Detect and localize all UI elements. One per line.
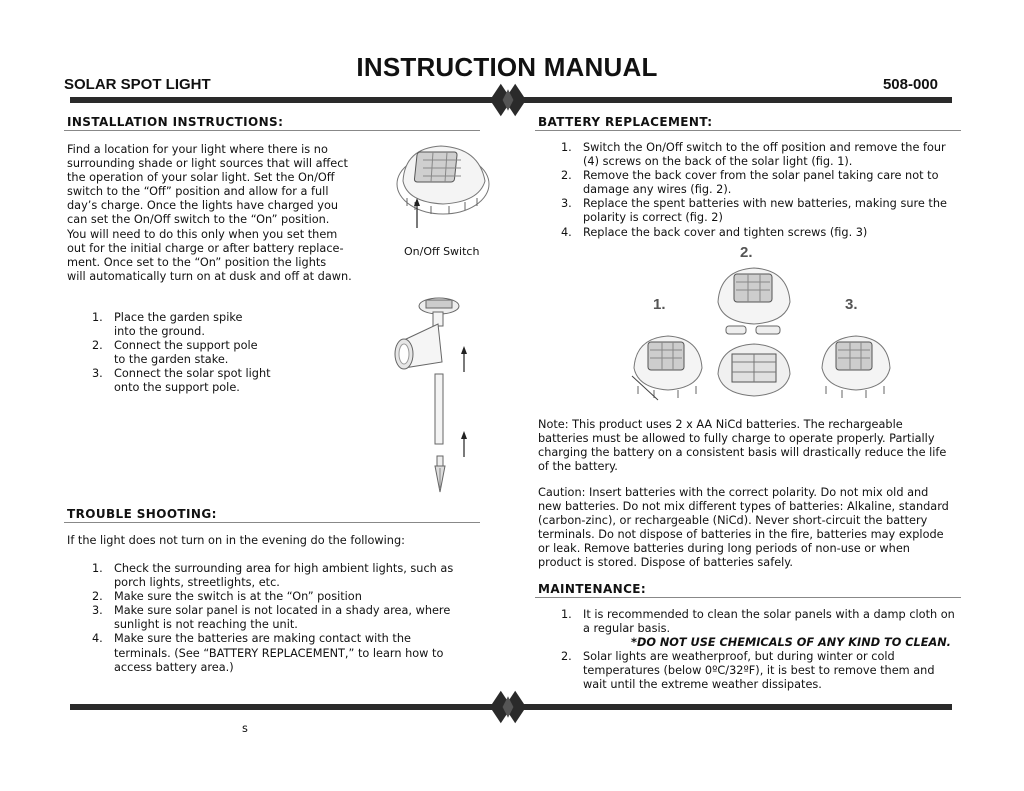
trouble-rule xyxy=(64,522,480,523)
fig-2-label: 2. xyxy=(740,244,753,261)
trouble-heading: TROUBLE SHOOTING: xyxy=(67,507,217,521)
list-item: 4. Make sure the batteries are making contact with the terminals. (See “BATTERY REPLACEMENT,” to learn how to access battery area.) xyxy=(92,632,444,674)
installation-paragraph: Find a location for your light where there is no surrounding shade or light sources that will affect the operation of your solar light. Set the On/Off switch to the “Off” position and allow for a full day’s charge. Once the lights have charged you can set the On/Off switch to the “On” position. You will need to do this only when you set them out for the initial charge or after battery replace- ment. Once set to the “On” position the lights will automatically turn on at dusk and off at dawn. xyxy=(67,143,352,283)
list-item: 4. Replace the back cover and tighten screws (fig. 3) xyxy=(561,225,868,239)
list-item: 2. Solar lights are weatherproof, but during winter or cold temperatures (below 0ºC/32ºF), it is best to remove them and wait until the extreme weather dissipates. xyxy=(561,650,935,692)
installation-heading: INSTALLATION INSTRUCTIONS: xyxy=(67,115,284,129)
spot-light-assembly-illustration xyxy=(382,292,482,497)
battery-steps xyxy=(561,141,961,240)
battery-fig-2-illustration xyxy=(712,262,796,412)
list-item: 1. Switch the On/Off switch to the off position and remove the four (4) screws on the back of the solar light (fig. 1). xyxy=(561,141,946,169)
list-item: 3. Connect the solar spot light onto the support pole. xyxy=(92,367,271,395)
product-name: SOLAR SPOT LIGHT xyxy=(64,76,211,93)
list-item: 3. Make sure solar panel is not located in a shady area, where sunlight is not reaching the unit. xyxy=(92,604,451,632)
list-item: 1. Check the surrounding area for high ambient lights, such as porch lights, streetlights, etc. xyxy=(92,562,454,590)
list-item: 1. Place the garden spike into the ground. xyxy=(92,311,243,339)
battery-rule xyxy=(535,130,961,131)
maintenance-rule xyxy=(535,597,961,598)
battery-fig-3-illustration xyxy=(816,328,896,404)
battery-note: Note: This product uses 2 x AA NiCd batteries. The rechargeable batteries must be allowed to fully charge to operate properly. Partially charging the battery on a consistent basis will drastically reduce the life of the battery. xyxy=(538,418,947,474)
list-item: 2. Remove the back cover from the solar panel taking care not to damage any wires (fig. 2). xyxy=(561,169,939,197)
battery-caution: Caution: Insert batteries with the correct polarity. Do not mix old and new batteries. Do not mix different types of batteries: Alkaline, standard (carbon-zinc), or rechargeable (NiCd). Never short-circuit the battery terminals. Do not dispose of batteries in the fire, batteries may explode or leak. Remove batteries during long periods of non-use or when product is stored. Dispose of batteries safely. xyxy=(538,486,949,570)
solar-light-switch-illustration xyxy=(393,136,493,231)
list-item: 3. Replace the spent batteries with new batteries, making sure the polarity is correct (fig. 2) xyxy=(561,197,947,225)
installation-steps xyxy=(92,311,292,396)
model-number: 508-000 xyxy=(882,76,938,93)
footer-diamond-ornament xyxy=(490,689,526,725)
battery-heading: BATTERY REPLACEMENT: xyxy=(538,115,713,129)
battery-fig-1-illustration xyxy=(628,328,708,404)
trouble-steps xyxy=(92,562,479,675)
switch-caption: On/Off Switch xyxy=(404,245,480,258)
maintenance-warning: *DO NOT USE CHEMICALS OF ANY KIND TO CLEAN. xyxy=(631,636,951,650)
list-item: 1. It is recommended to clean the solar panels with a damp cloth on a regular basis. *DO NOT USE CHEMICALS OF ANY KIND TO CLEAN. xyxy=(561,608,959,650)
header-diamond-ornament xyxy=(490,82,526,118)
footer-mark: s xyxy=(242,722,248,735)
page-title: INSTRUCTION MANUAL xyxy=(356,52,658,82)
fig-1-label: 1. xyxy=(653,296,666,313)
list-item: 2. Make sure the switch is at the “On” position xyxy=(92,590,362,604)
maintenance-steps xyxy=(561,608,959,693)
trouble-intro: If the light does not turn on in the evening do the following: xyxy=(67,534,405,547)
maintenance-heading: MAINTENANCE: xyxy=(538,582,647,596)
fig-3-label: 3. xyxy=(845,296,858,313)
installation-rule xyxy=(64,130,480,131)
list-item: 2. Connect the support pole to the garden stake. xyxy=(92,339,258,367)
